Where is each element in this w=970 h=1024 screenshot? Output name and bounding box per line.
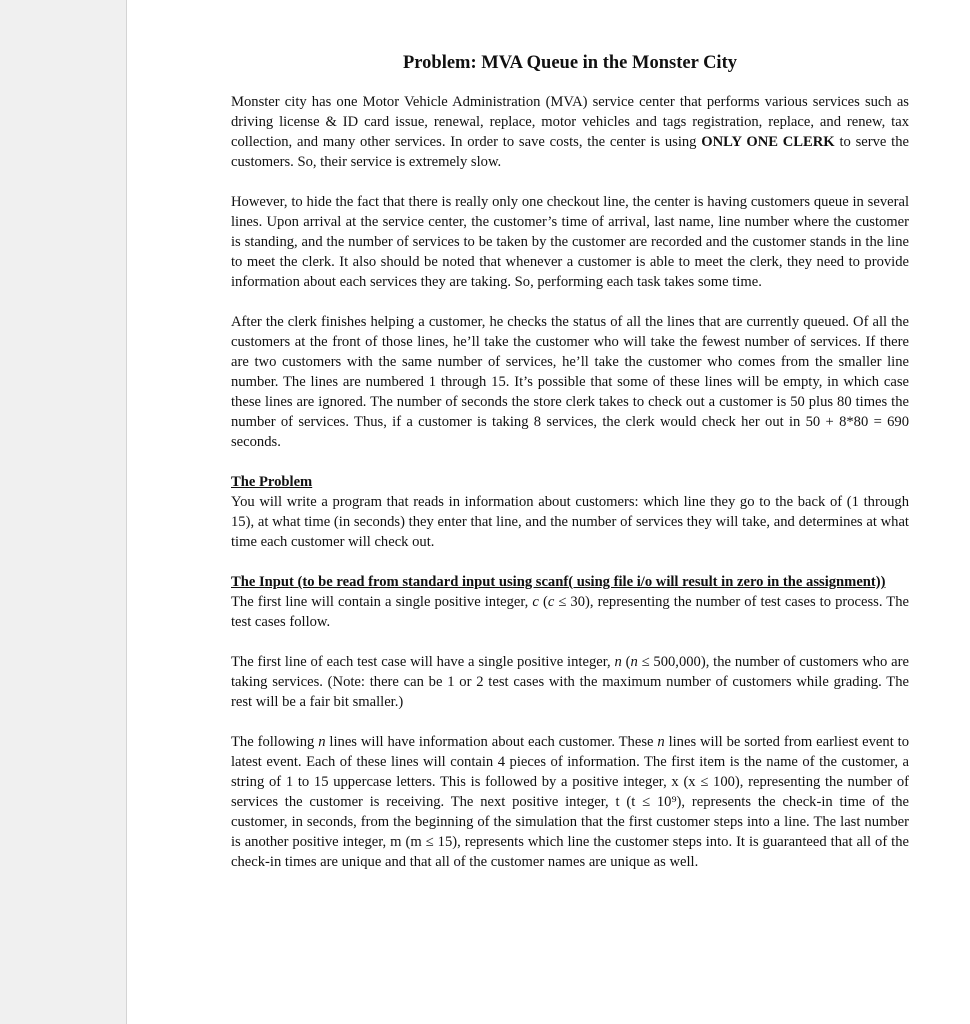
input-p3-text-a: The following bbox=[231, 734, 319, 750]
intro-text-b: to serve the customers. So, their service is extremely slow. bbox=[231, 134, 909, 170]
input-paragraph-1 bbox=[231, 592, 909, 632]
document-page[interactable] bbox=[127, 0, 970, 1024]
input-section bbox=[231, 572, 909, 872]
input-p1-text-c: ≤ 30), representing the number of test cases to process. The test cases follow. bbox=[231, 594, 909, 630]
intro-emphasis: ONLY ONE CLERK bbox=[701, 134, 835, 150]
problem-paragraph: You will write a program that reads in information about customers: which line they go to the back of (1 through 15), at what time (in seconds) they enter that line, and the number of services they will take, and determines at what time each customer will check out. bbox=[231, 494, 909, 550]
input-paragraph-3 bbox=[231, 732, 909, 872]
clerk-paragraph: After the clerk finishes helping a customer, he checks the status of all the lines that are currently queued. Of all the customers at the front of those lines, he’ll take the customer who will take the fewest number of services. If there are two customers with the same number of services, he’ll take the customer who comes from the smaller line number. The lines are numbered 1 through 15. It’s possible that some of these lines will be empty, in which case these lines are ignored. The number of seconds the store clerk takes to check out a customer is 50 plus 80 times the number of services. Thus, if a customer is taking 8 services, the clerk would check her out in 50 + 8*80 = 690 seconds. bbox=[231, 314, 909, 450]
navigation-pane bbox=[0, 0, 127, 1024]
input-p2-var2: n bbox=[630, 654, 638, 670]
intro-paragraph bbox=[231, 92, 909, 172]
input-p1-text-a: The first line will contain a single positive integer, bbox=[231, 594, 533, 610]
input-p2-text-a: The first line of each test case will have a single positive integer, bbox=[231, 654, 615, 670]
problem-heading: The Problem bbox=[231, 474, 313, 490]
input-p3-text-c: lines will be sorted from earliest event to latest event. Each of these lines will contain 4 pieces of information. The first item is the name of the customer, a string of 1 to 15 uppercase letters. This is followed by a positive integer, x (x ≤ 100), representing the number of services the customer is receiving. The next positive integer, t (t ≤ 10⁹), represents the check-in time of the customer, in seconds, from the beginning of the simulation that the first customer steps into a line. The last number is another positive integer, m (m ≤ 15), represents which line the customer steps into. It is guaranteed that all of the check-in times are unique and that all of the customer names are unique as well. bbox=[231, 734, 909, 870]
intro-text-a: Monster city has one Motor Vehicle Administration (MVA) service center that performs various services such as driving license & ID card issue, renewal, replace, motor vehicles and tags registration, replace, and renew, tax collection, and many other services. In order to save costs, the center is using bbox=[231, 94, 909, 150]
queue-paragraph: However, to hide the fact that there is really only one checkout line, the center is having customers queue in several lines. Upon arrival at the service center, the customer’s time of arrival, last name, line number where the customer is standing, and the number of services to be taken by the customer are recorded and the customer stands in the line to meet the clerk. It also should be noted that whenever a customer is able to meet the clerk, they need to provide information about each services they are taking. So, performing each task takes some time. bbox=[231, 194, 909, 290]
input-p1-var: c bbox=[532, 594, 539, 610]
input-p2-text-c: ≤ 500,000), the number of customers who are taking services. (Note: there can be 1 or 2 test cases with the maximum number of customers while grading. The rest will be a fair bit smaller.) bbox=[231, 654, 909, 710]
document-title: Problem: MVA Queue in the Monster City bbox=[402, 53, 737, 73]
input-p3-text-b: lines will have information about each customer. These bbox=[325, 734, 658, 750]
document-content bbox=[231, 50, 909, 892]
input-paragraph-2 bbox=[231, 652, 909, 712]
input-heading: The Input (to be read from standard input using scanf( using file i/o will result in zero in the assignment)) bbox=[231, 574, 886, 590]
input-p2-text-b: ( bbox=[621, 654, 631, 670]
problem-section bbox=[231, 472, 909, 552]
input-p2-var: n bbox=[614, 654, 622, 670]
input-p3-var: n bbox=[318, 734, 326, 750]
input-p1-var2: c bbox=[547, 594, 555, 610]
input-p1-text-b: ( bbox=[538, 594, 548, 610]
input-p3-var2: n bbox=[657, 734, 665, 750]
